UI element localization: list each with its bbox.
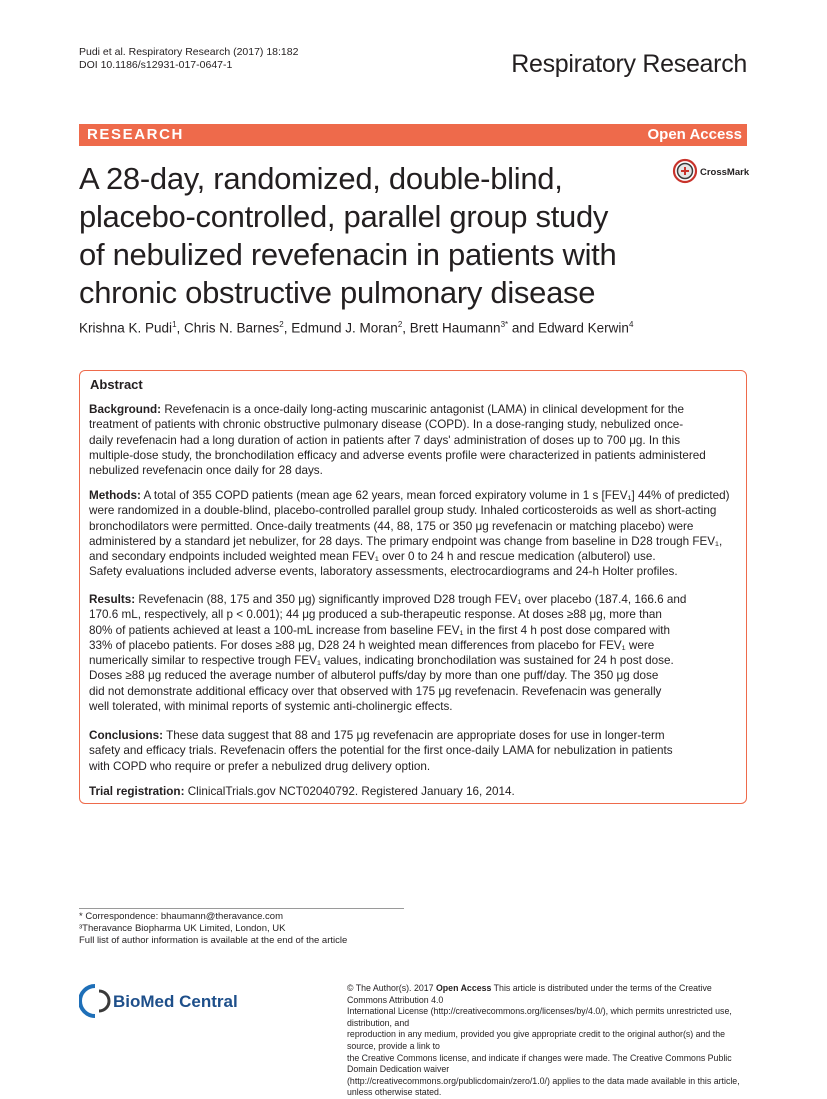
abstract-line: safety and efficacy trials. Revefenacin offers the potential for the first once-daily LAMA for nebulization in patients (89, 744, 673, 758)
abstract-line: bronchodilators were permitted. Once-daily treatments (44, 88, 175 or 350 μg revefenacin or matching placebo) were (89, 519, 694, 533)
author-affiliation: 3* (500, 320, 509, 329)
abstract-line: Doses ≥88 μg reduced the average number of albuterol puffs/day by more than one puff/day. The 350 μg dose (89, 669, 659, 683)
journal-name: Respiratory Research (511, 50, 747, 78)
abstract-line: 80% of patients achieved at least a 100-mL increase from baseline FEV₁ in the first 4 h post dose compared with (89, 623, 671, 637)
author-name[interactable]: and Edward Kerwin (508, 320, 629, 336)
author-name[interactable]: , Brett Haumann (402, 320, 501, 336)
author-name[interactable]: Krishna K. Pudi (79, 320, 173, 336)
author-affiliation: 2 (397, 320, 403, 329)
abstract-heading: Abstract (90, 377, 143, 392)
author-name[interactable]: , Edmund J. Moran (283, 320, 398, 336)
crossmark-icon (672, 158, 752, 184)
author-name[interactable]: , Chris N. Barnes (176, 320, 280, 336)
abstract-line: with COPD who require or prefer a nebulized drug delivery option. (89, 759, 431, 773)
crossmark-text: CrossMark (700, 167, 750, 178)
title-line: of nebulized revefenacin in patients with (79, 237, 617, 272)
license-statement (347, 983, 747, 1099)
citation-line: Pudi et al. Respiratory Research (2017) 18:182 (79, 46, 299, 58)
author-info-note: Full list of author information is available at the end of the article (79, 935, 348, 946)
copyright-text: © The Author(s). 2017 (347, 983, 436, 993)
abstract-line (89, 728, 739, 743)
abstract-text: These data suggest that 88 and 175 μg revefenacin are appropriate doses for use in longer-term (163, 729, 665, 742)
author-affiliation: 2 (279, 320, 284, 329)
doi-line: DOI 10.1186/s12931-017-0647-1 (79, 59, 233, 71)
abstract-text: Revefenacin is a once-daily long-acting muscarinic antagonist (LAMA) in clinical development for the (161, 403, 685, 416)
license-line: (http://creativecommons.org/publicdomain/zero/1.0/) applies to the data made available in this article, unless otherwise stated. (347, 1075, 740, 1098)
footnote-divider (79, 908, 404, 909)
abstract-line: Safety evaluations included adverse events, laboratory assessments, electrocardiograms and 24-h Holter profiles. (89, 565, 678, 579)
section-label: Background: (89, 403, 162, 416)
correspondence-note[interactable]: * Correspondence: bhaumann@theravance.com (79, 911, 283, 922)
section-label: Results: (89, 593, 136, 606)
section-label: Methods: (89, 489, 141, 502)
abstract-text: A total of 355 COPD patients (mean age 62 years, mean forced expiratory volume in 1 s [FEV₁] 44% of predicted) (140, 489, 730, 502)
abstract-trial-registration (89, 784, 739, 799)
license-line (347, 983, 747, 1006)
author-affiliation: 4 (628, 320, 634, 329)
abstract-line: 33% of placebo patients. For doses ≥88 μg, D28 24 h weighted mean differences from placebo for FEV₁ were (89, 638, 655, 652)
abstract-line: were randomized in a double-blind, placebo-controlled parallel group study. Inhaled corticosteroids as well as short-acting (89, 504, 717, 518)
abstract-background (89, 402, 739, 478)
article-type-label: RESEARCH (87, 126, 184, 143)
abstract-line: well tolerated, with minimal reports of systemic anti-cholinergic effects. (89, 700, 453, 714)
abstract-line: 170.6 mL, respectively, all p < 0.001); 44 μg produced a sub-therapeutic response. At doses ≥88 μg, more than (89, 608, 662, 622)
abstract-line (89, 488, 739, 503)
abstract-text: Revefenacin (88, 175 and 350 μg) significantly improved D28 trough FEV₁ over placebo (187.4, 166.6 and (135, 593, 687, 606)
publisher-name: BioMed Central (113, 992, 238, 1011)
abstract-line: numerically similar to respective trough FEV₁ values, indicating bronchodilation was sustained for 24 h post dose. (89, 654, 674, 668)
abstract-line: administered by a standard jet nebulizer, for 28 days. The primary endpoint was change from baseline in D28 trough FEV₁, (89, 534, 723, 548)
author-list (79, 320, 633, 336)
abstract-line: and secondary endpoints included weighted mean FEV₁ over 0 to 24 h and rescue medication (albuterol) use. (89, 550, 656, 564)
license-text: This article is distributed under the terms of the Creative Commons Attribution 4.0 (347, 983, 712, 1005)
abstract-methods (89, 488, 739, 580)
affiliation-note: ³Theravance Biopharma UK Limited, London, UK (79, 923, 286, 934)
license-line: reproduction in any medium, provided you give appropriate credit to the original author(s) and the source, provide a link to (347, 1029, 725, 1051)
abstract-line: daily revefenacin had a long duration of action in patients after 7 days' administration of doses up to 700 μg. In this (89, 433, 681, 447)
biomed-central-logo-icon (79, 982, 279, 1022)
section-label: Conclusions: (89, 729, 164, 742)
abstract-line (89, 784, 739, 799)
section-label: Trial registration: (89, 785, 185, 798)
license-line: the Creative Commons license, and indicate if changes were made. The Creative Commons Public Domain Dedication waiver (347, 1052, 732, 1075)
crossmark-badge[interactable] (672, 158, 752, 184)
title-line: A 28-day, randomized, double-blind, (79, 161, 563, 196)
abstract-results (89, 592, 739, 714)
author-affiliation: 1 (172, 320, 177, 329)
license-line: International License (http://creativecommons.org/licenses/by/4.0/), which permits unrestricted use, distribution, and (347, 1006, 732, 1028)
title-line: placebo-controlled, parallel group study (79, 199, 609, 234)
abstract-line: treatment of patients with chronic obstructive pulmonary disease (COPD). In a dose-ranging study, nebulized once- (89, 418, 684, 432)
open-access-text: Open Access (435, 983, 492, 993)
abstract-line: multiple-dose study, the bronchodilation efficacy and adverse events profile were characterized in patients administered (89, 448, 706, 462)
abstract-line: nebulized revefenacin once daily for 28 days. (89, 464, 323, 478)
abstract-line: did not demonstrate additional efficacy over that observed with 175 μg revefenacin. Revefenacin was generally (89, 684, 662, 698)
open-access-label[interactable]: Open Access (647, 126, 742, 143)
title-line: chronic obstructive pulmonary disease (79, 275, 596, 310)
article-title (79, 160, 659, 312)
abstract-line (89, 592, 739, 607)
abstract-conclusions (89, 728, 739, 774)
trial-registration-link[interactable]: ClinicalTrials.gov NCT02040792. Registered January 16, 2014. (184, 785, 515, 798)
abstract-line (89, 402, 739, 417)
publisher-logo[interactable] (79, 982, 279, 1022)
